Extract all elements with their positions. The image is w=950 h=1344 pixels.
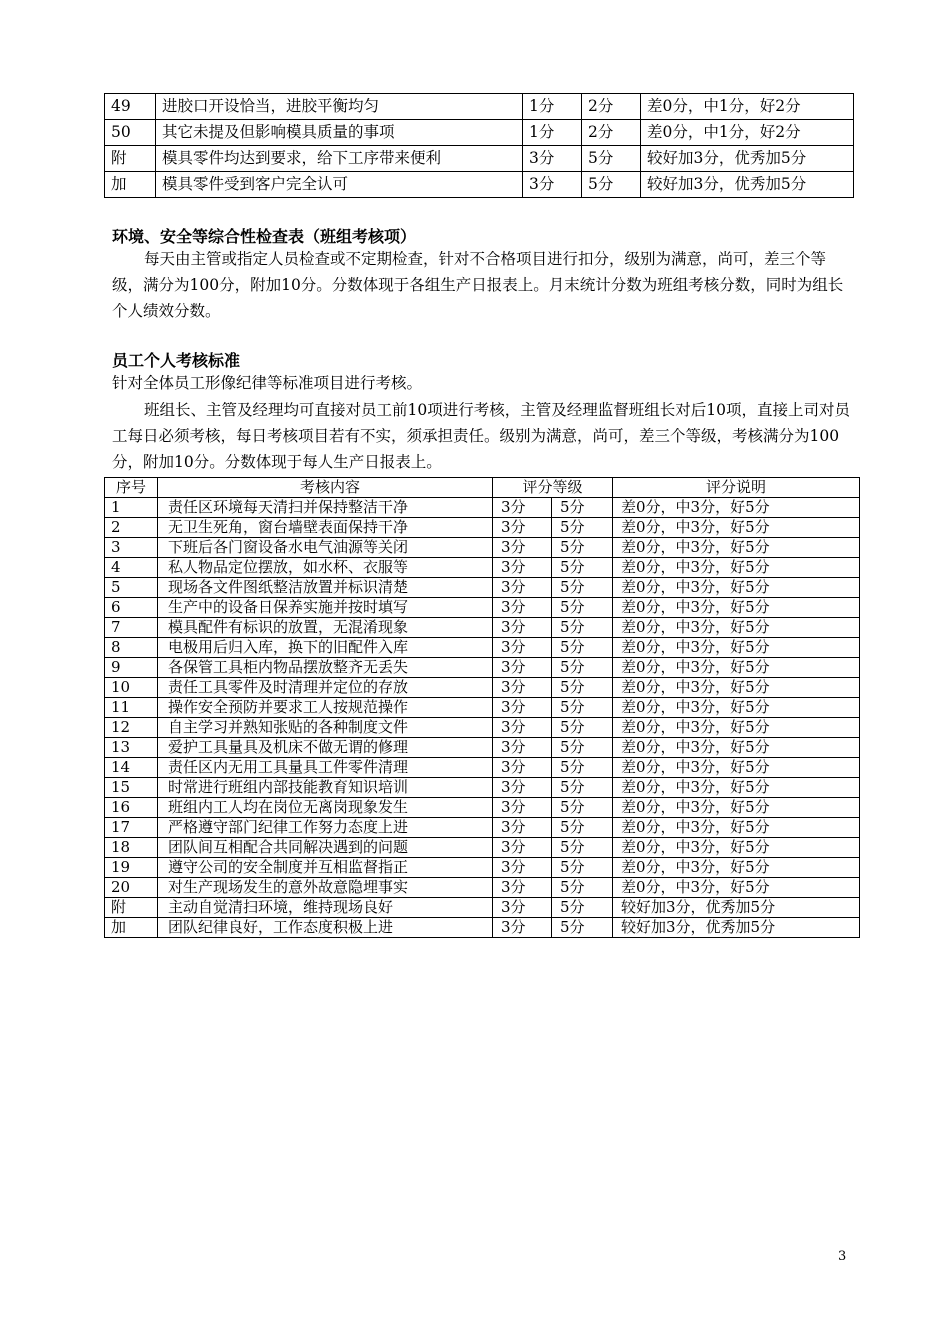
table-cell-s1: 3分 (493, 658, 552, 678)
table-cell-desc: 差0分，中1分，好2分 (641, 120, 854, 146)
table-row (105, 538, 860, 558)
table-row (105, 898, 860, 918)
table-cell-s2: 5分 (552, 898, 613, 918)
table-cell-content: 严格遵守部门纪律工作努力态度上进 (158, 818, 493, 838)
table-cell-desc: 差0分，中3分，好5分 (613, 838, 860, 858)
table-cell-content: 各保管工具柜内物品摆放整齐无丢失 (158, 658, 493, 678)
table-cell-desc: 较好加3分，优秀加5分 (641, 146, 854, 172)
table-cell-num: 13 (105, 738, 158, 758)
table-cell-desc: 差0分，中3分，好5分 (613, 638, 860, 658)
table-cell-desc: 差0分，中3分，好5分 (613, 698, 860, 718)
table-cell-num: 2 (105, 518, 158, 538)
table-cell-desc: 差0分，中3分，好5分 (613, 518, 860, 538)
table-cell-num: 15 (105, 778, 158, 798)
table-cell-content: 主动自觉清扫环境，维持现场良好 (158, 898, 493, 918)
table-row (105, 798, 860, 818)
table-cell-s2: 2分 (582, 120, 641, 146)
table-cell-content: 责任区内无用工具量具工件零件清理 (158, 758, 493, 778)
table-cell-desc: 差0分，中3分，好5分 (613, 818, 860, 838)
table-cell-desc: 差0分，中3分，好5分 (613, 858, 860, 878)
table-cell-s2: 5分 (552, 518, 613, 538)
table-row (105, 858, 860, 878)
table-cell-content: 对生产现场发生的意外故意隐埋事实 (158, 878, 493, 898)
table-cell-s2: 5分 (552, 678, 613, 698)
table-cell-s2: 5分 (552, 778, 613, 798)
table-cell-desc: 差0分，中3分，好5分 (613, 558, 860, 578)
table-cell-s1: 3分 (493, 778, 552, 798)
table-cell-num: 17 (105, 818, 158, 838)
table-row (105, 678, 860, 698)
table-cell-s2: 5分 (552, 738, 613, 758)
table-cell-s2: 5分 (552, 818, 613, 838)
table-cell-content: 模具零件受到客户完全认可 (156, 172, 523, 198)
table-cell-s1: 3分 (493, 518, 552, 538)
header-desc: 评分说明 (613, 478, 860, 498)
table-row (105, 558, 860, 578)
table-cell-s1: 3分 (523, 146, 582, 172)
table-cell-num: 50 (105, 120, 156, 146)
table-cell-content: 团队间互相配合共同解决遇到的问题 (158, 838, 493, 858)
table-row (105, 498, 860, 518)
table-cell-content: 其它未提及但影响模具质量的事项 (156, 120, 523, 146)
table-cell-num: 49 (105, 94, 156, 120)
table-cell-s1: 3分 (493, 698, 552, 718)
section-paragraph-personal-intro: 针对全体员工形像纪律等标准项目进行考核。 (112, 374, 423, 392)
table-cell-s1: 3分 (493, 558, 552, 578)
table-row (105, 618, 860, 638)
table-cell-desc: 差0分，中3分，好5分 (613, 498, 860, 518)
table-cell-num: 加 (105, 918, 158, 938)
table-cell-content: 责任工具零件及时清理并定位的存放 (158, 678, 493, 698)
table-cell-desc: 差0分，中3分，好5分 (613, 598, 860, 618)
table-cell-desc: 较好加3分，优秀加5分 (613, 918, 860, 938)
table-cell-content: 爱护工具量具及机床不做无谓的修理 (158, 738, 493, 758)
table-cell-desc: 差0分，中3分，好5分 (613, 678, 860, 698)
table-cell-s2: 5分 (552, 718, 613, 738)
table-row (105, 578, 860, 598)
table-cell-num: 6 (105, 598, 158, 618)
table-row (105, 758, 860, 778)
table-cell-s2: 5分 (552, 618, 613, 638)
table-cell-content: 模具零件均达到要求，给下工序带来便利 (156, 146, 523, 172)
mold-quality-table (104, 93, 854, 198)
table-cell-num: 8 (105, 638, 158, 658)
table-row (105, 518, 860, 538)
section-paragraph-environment: 每天由主管或指定人员检查或不定期检查，针对不合格项目进行扣分，级别为满意，尚可，差三个等级，满分为100分，附加10分。分数体现于各组生产日报表上。月末统计分数为班组考核分数，同时为组长个人绩效分数。 (112, 250, 844, 320)
table-cell-s1: 3分 (493, 718, 552, 738)
table-cell-s2: 5分 (552, 638, 613, 658)
table-cell-desc: 差0分，中3分，好5分 (613, 798, 860, 818)
header-num: 序号 (105, 478, 158, 498)
table-row (105, 120, 854, 146)
table-cell-s2: 5分 (552, 798, 613, 818)
table-row (105, 738, 860, 758)
table-cell-s1: 3分 (493, 878, 552, 898)
table-cell-desc: 差0分，中3分，好5分 (613, 758, 860, 778)
table-cell-s1: 1分 (523, 94, 582, 120)
section-heading-personal: 员工个人考核标准 (112, 351, 241, 370)
header-grade: 评分等级 (493, 478, 613, 498)
table-cell-content: 遵守公司的安全制度并互相监督指正 (158, 858, 493, 878)
table-cell-s1: 3分 (493, 578, 552, 598)
section-paragraph-personal-detail: 班组长、主管及经理均可直接对员工前10项进行考核，主管及经理监督班组长对后10项，直接上司对员工每日必须考核，每日考核项目若有不实，须承担责任。级别为满意，尚可，差三个等级，考核满分为100分，附加10分。分数体现于每人生产日报表上。 (112, 401, 850, 471)
table-cell-num: 9 (105, 658, 158, 678)
table-row (105, 94, 854, 120)
table-cell-s1: 3分 (493, 678, 552, 698)
table-cell-num: 12 (105, 718, 158, 738)
table-cell-content: 班组内工人均在岗位无离岗现象发生 (158, 798, 493, 818)
table-cell-s2: 5分 (552, 578, 613, 598)
table-cell-num: 20 (105, 878, 158, 898)
table-cell-s2: 5分 (552, 658, 613, 678)
table-cell-s1: 3分 (493, 838, 552, 858)
table-cell-content: 生产中的设备日保养实施并按时填写 (158, 598, 493, 618)
table-cell-s1: 1分 (523, 120, 582, 146)
table-row (105, 638, 860, 658)
table-cell-s2: 5分 (582, 146, 641, 172)
table-cell-desc: 差0分，中1分，好2分 (641, 94, 854, 120)
table-header-row (105, 478, 860, 498)
table-cell-desc: 差0分，中3分，好5分 (613, 778, 860, 798)
table-row (105, 698, 860, 718)
table-cell-desc: 差0分，中3分，好5分 (613, 538, 860, 558)
table-cell-content: 无卫生死角，窗台墙壁表面保持干净 (158, 518, 493, 538)
table-cell-s2: 2分 (582, 94, 641, 120)
table-cell-content: 现场各文件图纸整洁放置并标识清楚 (158, 578, 493, 598)
table-cell-desc: 差0分，中3分，好5分 (613, 578, 860, 598)
table-cell-s1: 3分 (493, 498, 552, 518)
table-cell-s1: 3分 (493, 638, 552, 658)
table-cell-content: 操作安全预防并要求工人按规范操作 (158, 698, 493, 718)
table-cell-s2: 5分 (552, 838, 613, 858)
table-cell-s2: 5分 (582, 172, 641, 198)
table-cell-num: 1 (105, 498, 158, 518)
table-cell-s1: 3分 (493, 858, 552, 878)
table-cell-s1: 3分 (493, 758, 552, 778)
table-cell-num: 5 (105, 578, 158, 598)
table-row (105, 658, 860, 678)
table-cell-num: 10 (105, 678, 158, 698)
table-cell-num: 4 (105, 558, 158, 578)
table-cell-num: 11 (105, 698, 158, 718)
table-cell-num: 附 (105, 898, 158, 918)
table-cell-num: 14 (105, 758, 158, 778)
table-row (105, 778, 860, 798)
table-cell-s1: 3分 (493, 918, 552, 938)
table-cell-s1: 3分 (493, 818, 552, 838)
table-cell-content: 团队纪律良好，工作态度积极上进 (158, 918, 493, 938)
table-cell-s2: 5分 (552, 858, 613, 878)
table-row (105, 838, 860, 858)
table-cell-num: 19 (105, 858, 158, 878)
table-cell-content: 进胶口开设恰当，进胶平衡均匀 (156, 94, 523, 120)
table-cell-s2: 5分 (552, 758, 613, 778)
table-cell-s1: 3分 (493, 598, 552, 618)
table-cell-s2: 5分 (552, 598, 613, 618)
table-cell-s1: 3分 (493, 618, 552, 638)
table-cell-desc: 差0分，中3分，好5分 (613, 658, 860, 678)
table-cell-content: 时常进行班组内部技能教育知识培训 (158, 778, 493, 798)
table-cell-content: 自主学习并熟知张贴的各种制度文件 (158, 718, 493, 738)
table-cell-num: 18 (105, 838, 158, 858)
personal-assessment-table (104, 477, 860, 938)
table-row (105, 718, 860, 738)
table-row (105, 172, 854, 198)
table-cell-content: 下班后各门窗设备水电气油源等关闭 (158, 538, 493, 558)
table-cell-desc: 差0分，中3分，好5分 (613, 878, 860, 898)
table-cell-content: 模具配件有标识的放置，无混淆现象 (158, 618, 493, 638)
page-number: 3 (838, 1249, 847, 1264)
table-cell-content: 电极用后归入库，换下的旧配件入库 (158, 638, 493, 658)
table-cell-s2: 5分 (552, 918, 613, 938)
table-cell-s1: 3分 (523, 172, 582, 198)
table-cell-desc: 较好加3分，优秀加5分 (613, 898, 860, 918)
table-cell-num: 7 (105, 618, 158, 638)
table-cell-s1: 3分 (493, 738, 552, 758)
table-cell-s1: 3分 (493, 898, 552, 918)
table-cell-desc: 差0分，中3分，好5分 (613, 618, 860, 638)
table-cell-desc: 差0分，中3分，好5分 (613, 738, 860, 758)
table-cell-num: 3 (105, 538, 158, 558)
table-cell-s2: 5分 (552, 498, 613, 518)
table-cell-desc: 差0分，中3分，好5分 (613, 718, 860, 738)
table-row (105, 598, 860, 618)
table-cell-s1: 3分 (493, 798, 552, 818)
section-heading-environment: 环境、安全等综合性检查表（班组考核项） (112, 227, 417, 246)
table-row (105, 818, 860, 838)
table-cell-s2: 5分 (552, 698, 613, 718)
table-cell-num: 附 (105, 146, 156, 172)
table-cell-content: 责任区环境每天清扫并保持整洁干净 (158, 498, 493, 518)
table-cell-s2: 5分 (552, 878, 613, 898)
table-cell-s1: 3分 (493, 538, 552, 558)
table-cell-num: 加 (105, 172, 156, 198)
table-row (105, 878, 860, 898)
table-cell-content: 私人物品定位摆放，如水杯、衣服等 (158, 558, 493, 578)
table-row (105, 918, 860, 938)
table-cell-desc: 较好加3分，优秀加5分 (641, 172, 854, 198)
table-cell-s2: 5分 (552, 538, 613, 558)
table-cell-num: 16 (105, 798, 158, 818)
header-content: 考核内容 (158, 478, 493, 498)
table-cell-s2: 5分 (552, 558, 613, 578)
table-row (105, 146, 854, 172)
